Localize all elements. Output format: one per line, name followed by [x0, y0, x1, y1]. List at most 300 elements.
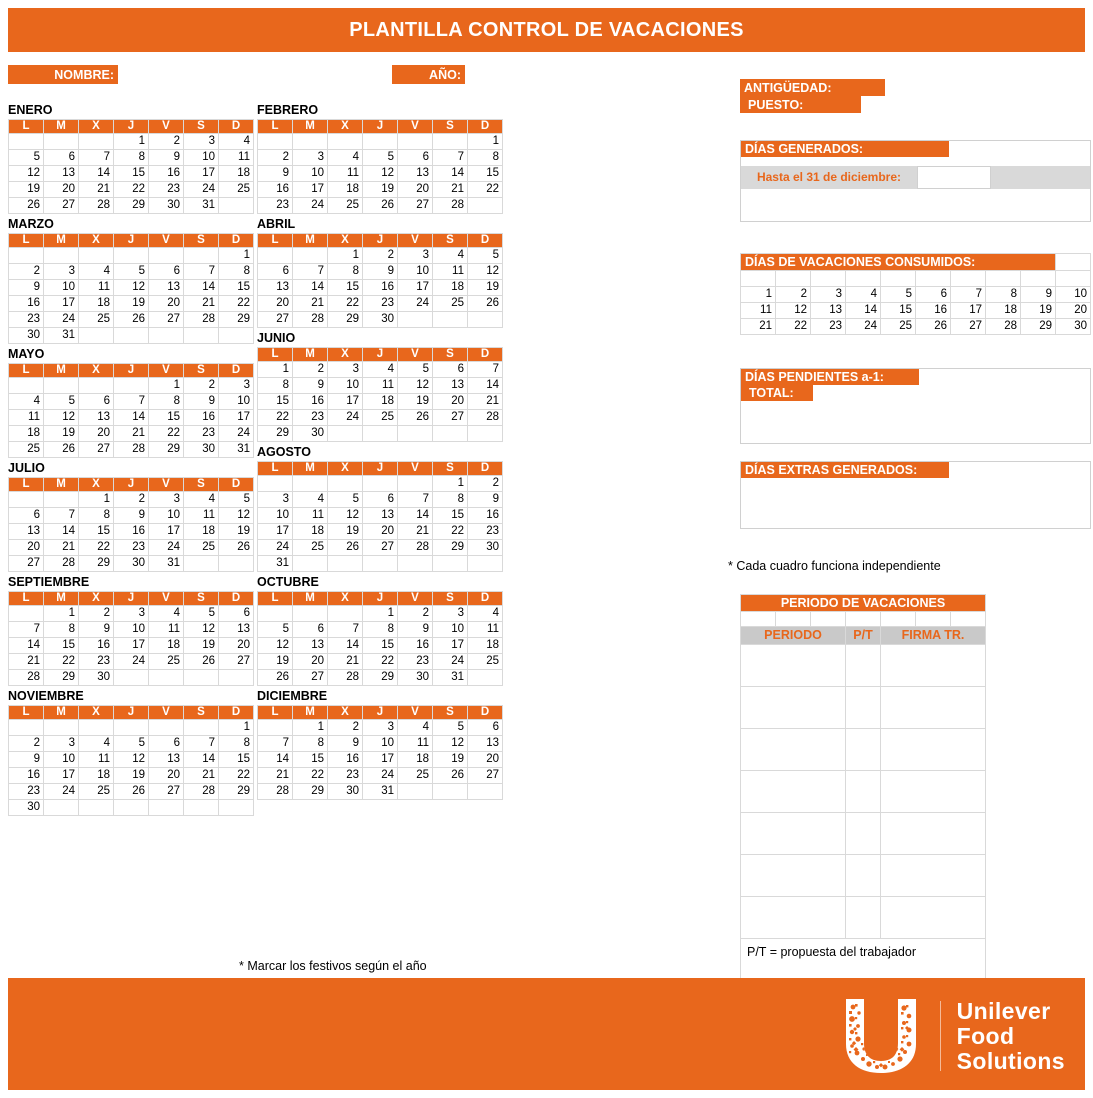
dias-consumidos-day-cell[interactable]: 24	[846, 319, 880, 334]
calendar-day-cell[interactable]: 15	[363, 638, 397, 653]
calendar-day-cell[interactable]: 12	[44, 410, 78, 425]
calendar-day-cell[interactable]: 19	[468, 280, 502, 295]
calendar-day-cell[interactable]: 8	[468, 150, 502, 165]
calendar-day-cell[interactable]: 14	[79, 166, 113, 181]
calendar-day-cell[interactable]: 22	[44, 654, 78, 669]
calendar-day-cell[interactable]: 12	[219, 508, 253, 523]
calendar-day-cell[interactable]: 10	[44, 280, 78, 295]
calendar-day-cell[interactable]: 13	[79, 410, 113, 425]
calendar-day-cell[interactable]: 11	[433, 264, 467, 279]
calendar-day-cell[interactable]: 25	[433, 296, 467, 311]
periodo-periodo-cell[interactable]	[741, 645, 845, 686]
calendar-day-cell[interactable]: 11	[9, 410, 43, 425]
periodo-pt-cell[interactable]	[846, 645, 880, 686]
dias-consumidos-day-cell[interactable]: 29	[1021, 319, 1055, 334]
calendar-day-cell[interactable]: 7	[114, 394, 148, 409]
calendar-day-cell[interactable]: 5	[184, 606, 218, 621]
calendar-day-cell[interactable]: 14	[328, 638, 362, 653]
calendar-empty-cell[interactable]	[293, 248, 327, 263]
calendar-day-cell[interactable]: 30	[9, 328, 43, 343]
calendar-day-cell[interactable]: 27	[149, 312, 183, 327]
calendar-day-cell[interactable]: 25	[468, 654, 502, 669]
calendar-day-cell[interactable]: 17	[44, 768, 78, 783]
calendar-day-cell[interactable]: 21	[44, 540, 78, 555]
calendar-day-cell[interactable]: 6	[79, 394, 113, 409]
hasta-31-diciembre-input[interactable]	[917, 166, 991, 189]
calendar-day-cell[interactable]: 20	[149, 296, 183, 311]
calendar-day-cell[interactable]: 13	[9, 524, 43, 539]
calendar-day-cell[interactable]: 22	[328, 296, 362, 311]
calendar-day-cell[interactable]: 3	[328, 362, 362, 377]
calendar-day-cell[interactable]: 8	[363, 622, 397, 637]
calendar-empty-cell[interactable]	[328, 556, 362, 571]
calendar-day-cell[interactable]: 26	[219, 540, 253, 555]
calendar-empty-cell[interactable]	[363, 476, 397, 491]
calendar-day-cell[interactable]: 9	[9, 752, 43, 767]
calendar-day-cell[interactable]: 13	[433, 378, 467, 393]
calendar-day-cell[interactable]: 1	[114, 134, 148, 149]
calendar-day-cell[interactable]: 5	[433, 720, 467, 735]
calendar-empty-cell[interactable]	[184, 720, 218, 735]
calendar-empty-cell[interactable]	[114, 800, 148, 815]
calendar-day-cell[interactable]: 28	[184, 784, 218, 799]
calendar-day-cell[interactable]: 24	[328, 410, 362, 425]
calendar-day-cell[interactable]: 2	[363, 248, 397, 263]
calendar-day-cell[interactable]: 20	[79, 426, 113, 441]
calendar-day-cell[interactable]: 23	[398, 654, 432, 669]
dias-consumidos-day-cell[interactable]: 11	[741, 303, 775, 318]
calendar-day-cell[interactable]: 29	[149, 442, 183, 457]
dias-consumidos-input-cell[interactable]	[986, 271, 1020, 286]
calendar-day-cell[interactable]: 19	[184, 638, 218, 653]
calendar-day-cell[interactable]: 31	[433, 670, 467, 685]
calendar-day-cell[interactable]: 19	[44, 426, 78, 441]
calendar-day-cell[interactable]: 8	[433, 492, 467, 507]
calendar-day-cell[interactable]: 13	[44, 166, 78, 181]
calendar-day-cell[interactable]: 15	[114, 166, 148, 181]
calendar-day-cell[interactable]: 8	[114, 150, 148, 165]
calendar-day-cell[interactable]: 29	[328, 312, 362, 327]
dias-consumidos-input-cell[interactable]	[741, 271, 775, 286]
calendar-day-cell[interactable]: 31	[184, 198, 218, 213]
calendar-day-cell[interactable]: 16	[149, 166, 183, 181]
calendar-empty-cell[interactable]	[468, 426, 502, 441]
calendar-day-cell[interactable]: 18	[433, 280, 467, 295]
calendar-day-cell[interactable]: 3	[44, 736, 78, 751]
calendar-empty-cell[interactable]	[9, 378, 43, 393]
calendar-day-cell[interactable]: 7	[184, 264, 218, 279]
calendar-day-cell[interactable]: 5	[398, 362, 432, 377]
calendar-day-cell[interactable]: 17	[149, 524, 183, 539]
calendar-empty-cell[interactable]	[433, 134, 467, 149]
calendar-day-cell[interactable]: 3	[219, 378, 253, 393]
calendar-day-cell[interactable]: 6	[219, 606, 253, 621]
calendar-empty-cell[interactable]	[219, 556, 253, 571]
calendar-day-cell[interactable]: 1	[44, 606, 78, 621]
calendar-day-cell[interactable]: 25	[9, 442, 43, 457]
calendar-day-cell[interactable]: 12	[363, 166, 397, 181]
calendar-day-cell[interactable]: 12	[468, 264, 502, 279]
calendar-day-cell[interactable]: 5	[258, 622, 292, 637]
calendar-day-cell[interactable]: 3	[398, 248, 432, 263]
calendar-day-cell[interactable]: 23	[468, 524, 502, 539]
calendar-day-cell[interactable]: 1	[363, 606, 397, 621]
calendar-day-cell[interactable]: 6	[149, 736, 183, 751]
calendar-day-cell[interactable]: 26	[114, 784, 148, 799]
dias-consumidos-day-cell[interactable]: 22	[776, 319, 810, 334]
calendar-day-cell[interactable]: 7	[328, 622, 362, 637]
calendar-day-cell[interactable]: 11	[398, 736, 432, 751]
calendar-day-cell[interactable]: 2	[328, 720, 362, 735]
calendar-day-cell[interactable]: 1	[293, 720, 327, 735]
calendar-day-cell[interactable]: 27	[293, 670, 327, 685]
calendar-empty-cell[interactable]	[468, 198, 502, 213]
calendar-day-cell[interactable]: 11	[79, 280, 113, 295]
calendar-day-cell[interactable]: 4	[468, 606, 502, 621]
dias-consumidos-day-cell[interactable]: 17	[951, 303, 985, 318]
calendar-day-cell[interactable]: 27	[258, 312, 292, 327]
dias-consumidos-input-cell[interactable]	[846, 271, 880, 286]
calendar-empty-cell[interactable]	[149, 800, 183, 815]
calendar-day-cell[interactable]: 17	[433, 638, 467, 653]
calendar-day-cell[interactable]: 7	[184, 736, 218, 751]
calendar-empty-cell[interactable]	[219, 198, 253, 213]
calendar-empty-cell[interactable]	[433, 784, 467, 799]
calendar-day-cell[interactable]: 5	[9, 150, 43, 165]
dias-consumidos-day-cell[interactable]: 1	[741, 287, 775, 302]
calendar-empty-cell[interactable]	[184, 800, 218, 815]
calendar-day-cell[interactable]: 24	[184, 182, 218, 197]
calendar-empty-cell[interactable]	[44, 134, 78, 149]
calendar-day-cell[interactable]: 19	[398, 394, 432, 409]
calendar-empty-cell[interactable]	[258, 606, 292, 621]
calendar-day-cell[interactable]: 30	[184, 442, 218, 457]
calendar-day-cell[interactable]: 21	[184, 296, 218, 311]
calendar-day-cell[interactable]: 19	[114, 768, 148, 783]
calendar-empty-cell[interactable]	[79, 248, 113, 263]
calendar-day-cell[interactable]: 21	[468, 394, 502, 409]
calendar-day-cell[interactable]: 23	[79, 654, 113, 669]
calendar-day-cell[interactable]: 15	[328, 280, 362, 295]
calendar-day-cell[interactable]: 14	[433, 166, 467, 181]
calendar-day-cell[interactable]: 29	[293, 784, 327, 799]
dias-consumidos-input-cell[interactable]	[776, 271, 810, 286]
calendar-day-cell[interactable]: 2	[114, 492, 148, 507]
calendar-day-cell[interactable]: 19	[219, 524, 253, 539]
calendar-day-cell[interactable]: 9	[398, 622, 432, 637]
dias-consumidos-day-cell[interactable]: 12	[776, 303, 810, 318]
periodo-pt-cell[interactable]	[846, 897, 880, 938]
dias-consumidos-day-cell[interactable]: 16	[916, 303, 950, 318]
calendar-day-cell[interactable]: 4	[363, 362, 397, 377]
dias-consumidos-day-cell[interactable]: 7	[951, 287, 985, 302]
calendar-day-cell[interactable]: 15	[219, 752, 253, 767]
calendar-day-cell[interactable]: 8	[79, 508, 113, 523]
calendar-day-cell[interactable]: 28	[433, 198, 467, 213]
calendar-day-cell[interactable]: 26	[328, 540, 362, 555]
calendar-day-cell[interactable]: 29	[219, 312, 253, 327]
calendar-day-cell[interactable]: 23	[149, 182, 183, 197]
calendar-day-cell[interactable]: 4	[398, 720, 432, 735]
calendar-empty-cell[interactable]	[293, 134, 327, 149]
calendar-day-cell[interactable]: 20	[149, 768, 183, 783]
calendar-day-cell[interactable]: 22	[219, 296, 253, 311]
calendar-day-cell[interactable]: 15	[219, 280, 253, 295]
calendar-day-cell[interactable]: 16	[9, 296, 43, 311]
dias-consumidos-day-cell[interactable]: 27	[951, 319, 985, 334]
calendar-day-cell[interactable]: 15	[44, 638, 78, 653]
calendar-day-cell[interactable]: 27	[9, 556, 43, 571]
calendar-empty-cell[interactable]	[44, 378, 78, 393]
calendar-day-cell[interactable]: 28	[328, 670, 362, 685]
calendar-day-cell[interactable]: 8	[328, 264, 362, 279]
calendar-day-cell[interactable]: 25	[363, 410, 397, 425]
calendar-day-cell[interactable]: 22	[79, 540, 113, 555]
calendar-empty-cell[interactable]	[258, 134, 292, 149]
calendar-day-cell[interactable]: 8	[219, 736, 253, 751]
periodo-pt-cell[interactable]	[846, 771, 880, 812]
periodo-periodo-cell[interactable]	[741, 687, 845, 728]
calendar-day-cell[interactable]: 18	[9, 426, 43, 441]
calendar-day-cell[interactable]: 26	[468, 296, 502, 311]
calendar-day-cell[interactable]: 10	[398, 264, 432, 279]
calendar-day-cell[interactable]: 24	[293, 198, 327, 213]
calendar-day-cell[interactable]: 15	[293, 752, 327, 767]
calendar-day-cell[interactable]: 15	[79, 524, 113, 539]
calendar-day-cell[interactable]: 26	[44, 442, 78, 457]
periodo-firma-cell[interactable]	[881, 813, 985, 854]
calendar-day-cell[interactable]: 12	[114, 280, 148, 295]
calendar-day-cell[interactable]: 10	[219, 394, 253, 409]
calendar-day-cell[interactable]: 21	[258, 768, 292, 783]
calendar-day-cell[interactable]: 27	[149, 784, 183, 799]
calendar-day-cell[interactable]: 27	[363, 540, 397, 555]
calendar-day-cell[interactable]: 5	[219, 492, 253, 507]
calendar-day-cell[interactable]: 10	[363, 736, 397, 751]
calendar-day-cell[interactable]: 10	[149, 508, 183, 523]
periodo-pt-cell[interactable]	[846, 855, 880, 896]
calendar-day-cell[interactable]: 14	[184, 280, 218, 295]
calendar-day-cell[interactable]: 16	[114, 524, 148, 539]
calendar-day-cell[interactable]: 24	[433, 654, 467, 669]
calendar-day-cell[interactable]: 18	[79, 768, 113, 783]
calendar-empty-cell[interactable]	[468, 556, 502, 571]
calendar-day-cell[interactable]: 1	[468, 134, 502, 149]
calendar-day-cell[interactable]: 24	[219, 426, 253, 441]
calendar-day-cell[interactable]: 11	[79, 752, 113, 767]
calendar-day-cell[interactable]: 3	[149, 492, 183, 507]
calendar-day-cell[interactable]: 26	[258, 670, 292, 685]
calendar-day-cell[interactable]: 6	[293, 622, 327, 637]
calendar-day-cell[interactable]: 2	[293, 362, 327, 377]
periodo-firma-cell[interactable]	[881, 855, 985, 896]
calendar-day-cell[interactable]: 27	[79, 442, 113, 457]
calendar-empty-cell[interactable]	[149, 720, 183, 735]
calendar-day-cell[interactable]: 22	[468, 182, 502, 197]
calendar-day-cell[interactable]: 24	[114, 654, 148, 669]
dias-consumidos-input-cell[interactable]	[916, 271, 950, 286]
calendar-day-cell[interactable]: 8	[149, 394, 183, 409]
calendar-day-cell[interactable]: 16	[9, 768, 43, 783]
calendar-day-cell[interactable]: 29	[258, 426, 292, 441]
calendar-empty-cell[interactable]	[363, 134, 397, 149]
calendar-empty-cell[interactable]	[328, 426, 362, 441]
calendar-empty-cell[interactable]	[258, 476, 292, 491]
calendar-day-cell[interactable]: 13	[468, 736, 502, 751]
calendar-day-cell[interactable]: 19	[9, 182, 43, 197]
calendar-day-cell[interactable]: 27	[398, 198, 432, 213]
dias-consumidos-input-cell[interactable]	[811, 271, 845, 286]
calendar-day-cell[interactable]: 31	[44, 328, 78, 343]
calendar-day-cell[interactable]: 29	[363, 670, 397, 685]
calendar-day-cell[interactable]: 19	[258, 654, 292, 669]
dias-consumidos-day-cell[interactable]: 14	[846, 303, 880, 318]
calendar-day-cell[interactable]: 4	[433, 248, 467, 263]
calendar-empty-cell[interactable]	[79, 328, 113, 343]
calendar-empty-cell[interactable]	[433, 556, 467, 571]
calendar-day-cell[interactable]: 18	[184, 524, 218, 539]
calendar-empty-cell[interactable]	[149, 670, 183, 685]
calendar-day-cell[interactable]: 2	[258, 150, 292, 165]
calendar-day-cell[interactable]: 16	[258, 182, 292, 197]
calendar-day-cell[interactable]: 16	[468, 508, 502, 523]
calendar-empty-cell[interactable]	[114, 328, 148, 343]
dias-consumidos-day-cell[interactable]: 25	[881, 319, 915, 334]
calendar-day-cell[interactable]: 16	[398, 638, 432, 653]
calendar-day-cell[interactable]: 27	[219, 654, 253, 669]
calendar-day-cell[interactable]: 26	[398, 410, 432, 425]
calendar-day-cell[interactable]: 13	[293, 638, 327, 653]
calendar-day-cell[interactable]: 17	[44, 296, 78, 311]
calendar-day-cell[interactable]: 28	[9, 670, 43, 685]
calendar-day-cell[interactable]: 25	[149, 654, 183, 669]
calendar-day-cell[interactable]: 29	[44, 670, 78, 685]
calendar-day-cell[interactable]: 13	[149, 752, 183, 767]
calendar-day-cell[interactable]: 1	[219, 720, 253, 735]
calendar-empty-cell[interactable]	[9, 134, 43, 149]
calendar-day-cell[interactable]: 21	[79, 182, 113, 197]
calendar-empty-cell[interactable]	[398, 426, 432, 441]
calendar-day-cell[interactable]: 23	[184, 426, 218, 441]
dias-consumidos-day-cell[interactable]: 9	[1021, 287, 1055, 302]
calendar-day-cell[interactable]: 31	[363, 784, 397, 799]
calendar-day-cell[interactable]: 13	[149, 280, 183, 295]
calendar-day-cell[interactable]: 20	[398, 182, 432, 197]
calendar-day-cell[interactable]: 17	[363, 752, 397, 767]
calendar-day-cell[interactable]: 9	[293, 378, 327, 393]
calendar-empty-cell[interactable]	[149, 328, 183, 343]
calendar-empty-cell[interactable]	[433, 426, 467, 441]
calendar-day-cell[interactable]: 10	[114, 622, 148, 637]
calendar-day-cell[interactable]: 17	[184, 166, 218, 181]
calendar-empty-cell[interactable]	[44, 492, 78, 507]
calendar-day-cell[interactable]: 22	[149, 426, 183, 441]
calendar-day-cell[interactable]: 24	[44, 312, 78, 327]
calendar-empty-cell[interactable]	[398, 556, 432, 571]
calendar-empty-cell[interactable]	[328, 134, 362, 149]
periodo-pt-cell[interactable]	[846, 687, 880, 728]
calendar-day-cell[interactable]: 7	[433, 150, 467, 165]
calendar-day-cell[interactable]: 4	[219, 134, 253, 149]
calendar-day-cell[interactable]: 24	[398, 296, 432, 311]
calendar-empty-cell[interactable]	[79, 378, 113, 393]
calendar-day-cell[interactable]: 7	[293, 264, 327, 279]
calendar-day-cell[interactable]: 6	[258, 264, 292, 279]
calendar-day-cell[interactable]: 17	[293, 182, 327, 197]
calendar-day-cell[interactable]: 18	[79, 296, 113, 311]
calendar-day-cell[interactable]: 26	[433, 768, 467, 783]
dias-consumidos-day-cell[interactable]: 26	[916, 319, 950, 334]
calendar-day-cell[interactable]: 30	[79, 670, 113, 685]
calendar-empty-cell[interactable]	[468, 312, 502, 327]
calendar-day-cell[interactable]: 18	[149, 638, 183, 653]
calendar-day-cell[interactable]: 20	[293, 654, 327, 669]
calendar-day-cell[interactable]: 12	[433, 736, 467, 751]
calendar-day-cell[interactable]: 2	[468, 476, 502, 491]
calendar-day-cell[interactable]: 17	[328, 394, 362, 409]
calendar-empty-cell[interactable]	[9, 492, 43, 507]
calendar-empty-cell[interactable]	[9, 248, 43, 263]
calendar-day-cell[interactable]: 26	[363, 198, 397, 213]
dias-consumidos-day-cell[interactable]: 3	[811, 287, 845, 302]
calendar-day-cell[interactable]: 30	[149, 198, 183, 213]
calendar-day-cell[interactable]: 21	[184, 768, 218, 783]
calendar-day-cell[interactable]: 9	[9, 280, 43, 295]
dias-consumidos-day-cell[interactable]: 21	[741, 319, 775, 334]
calendar-day-cell[interactable]: 14	[293, 280, 327, 295]
calendar-day-cell[interactable]: 1	[258, 362, 292, 377]
calendar-day-cell[interactable]: 20	[44, 182, 78, 197]
calendar-day-cell[interactable]: 3	[114, 606, 148, 621]
calendar-empty-cell[interactable]	[293, 476, 327, 491]
calendar-empty-cell[interactable]	[149, 248, 183, 263]
calendar-empty-cell[interactable]	[184, 670, 218, 685]
calendar-empty-cell[interactable]	[468, 670, 502, 685]
calendar-day-cell[interactable]: 19	[363, 182, 397, 197]
calendar-day-cell[interactable]: 2	[9, 264, 43, 279]
calendar-empty-cell[interactable]	[258, 720, 292, 735]
calendar-day-cell[interactable]: 12	[184, 622, 218, 637]
calendar-day-cell[interactable]: 31	[219, 442, 253, 457]
calendar-day-cell[interactable]: 1	[433, 476, 467, 491]
calendar-empty-cell[interactable]	[9, 720, 43, 735]
calendar-day-cell[interactable]: 28	[398, 540, 432, 555]
calendar-day-cell[interactable]: 25	[293, 540, 327, 555]
calendar-day-cell[interactable]: 7	[468, 362, 502, 377]
calendar-day-cell[interactable]: 18	[293, 524, 327, 539]
calendar-day-cell[interactable]: 5	[363, 150, 397, 165]
calendar-day-cell[interactable]: 28	[184, 312, 218, 327]
dias-consumidos-day-cell[interactable]: 10	[1056, 287, 1090, 302]
calendar-day-cell[interactable]: 3	[184, 134, 218, 149]
calendar-day-cell[interactable]: 22	[258, 410, 292, 425]
calendar-day-cell[interactable]: 18	[398, 752, 432, 767]
calendar-empty-cell[interactable]	[184, 328, 218, 343]
calendar-day-cell[interactable]: 19	[114, 296, 148, 311]
calendar-day-cell[interactable]: 5	[114, 264, 148, 279]
calendar-day-cell[interactable]: 28	[114, 442, 148, 457]
periodo-firma-cell[interactable]	[881, 729, 985, 770]
periodo-periodo-cell[interactable]	[741, 729, 845, 770]
calendar-day-cell[interactable]: 1	[219, 248, 253, 263]
calendar-day-cell[interactable]: 6	[468, 720, 502, 735]
calendar-day-cell[interactable]: 28	[79, 198, 113, 213]
calendar-day-cell[interactable]: 14	[398, 508, 432, 523]
dias-consumidos-input-cell[interactable]	[881, 271, 915, 286]
dias-consumidos-day-cell[interactable]: 19	[1021, 303, 1055, 318]
calendar-day-cell[interactable]: 3	[44, 264, 78, 279]
calendar-empty-cell[interactable]	[114, 378, 148, 393]
